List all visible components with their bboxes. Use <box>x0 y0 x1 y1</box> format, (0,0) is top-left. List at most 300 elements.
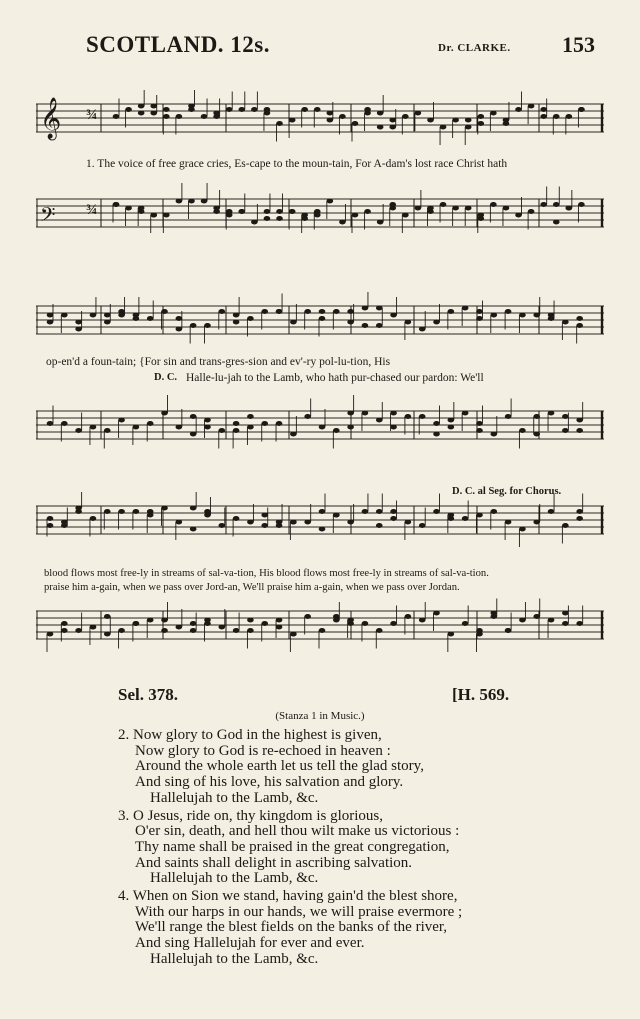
note-head-icon <box>465 118 472 123</box>
note-head-icon <box>376 628 383 633</box>
note-head-icon <box>339 114 346 119</box>
note-head-icon <box>352 121 359 126</box>
note-head-icon <box>553 202 560 207</box>
note-head-icon <box>176 625 183 630</box>
note-head-icon <box>201 199 208 204</box>
stanza-4 <box>118 889 538 968</box>
note-head-icon <box>347 309 354 314</box>
note-head-icon <box>362 411 369 416</box>
note-head-icon <box>238 107 245 112</box>
note-head-icon <box>147 421 154 426</box>
note-head-icon <box>247 520 254 525</box>
stanza-line: Thy name shall be praised in the great congregation, <box>135 838 450 855</box>
note-head-icon <box>476 309 483 314</box>
note-head-icon <box>264 209 271 214</box>
selection-number: Sel. 378. <box>118 685 178 704</box>
stanza-text: Now glory to God in the highest is given, <box>133 727 382 743</box>
note-head-icon <box>204 323 211 328</box>
note-head-icon <box>553 220 560 225</box>
note-head-icon <box>261 523 268 528</box>
note-head-icon <box>319 425 326 430</box>
note-head-icon <box>419 414 426 419</box>
note-head-icon <box>578 202 585 207</box>
note-head-icon <box>347 520 354 525</box>
note-head-icon <box>204 418 211 423</box>
note-head-icon <box>390 411 397 416</box>
note-head-icon <box>276 523 283 528</box>
note-head-icon <box>540 107 547 112</box>
note-head-icon <box>452 118 459 123</box>
note-head-icon <box>218 428 225 433</box>
note-head-icon <box>233 428 240 433</box>
note-head-icon <box>405 520 412 525</box>
note-head-icon <box>440 202 447 207</box>
note-head-icon <box>389 118 396 123</box>
note-head-icon <box>276 121 283 126</box>
stanza-text: When on Sion we stand, having gain'd the blest shore, <box>132 888 458 905</box>
note-head-icon <box>90 313 97 318</box>
note-head-icon <box>427 209 434 214</box>
note-head-icon <box>515 213 522 218</box>
note-head-icon <box>505 414 512 419</box>
music-system-3 <box>36 486 604 702</box>
note-head-icon <box>389 202 396 207</box>
note-head-icon <box>462 411 469 416</box>
note-head-icon <box>304 309 311 314</box>
note-head-icon <box>301 216 308 221</box>
note-head-icon <box>90 516 97 521</box>
note-head-icon <box>176 520 183 525</box>
note-head-icon <box>163 107 170 112</box>
note-head-icon <box>465 125 472 130</box>
stanza-line: And sing Hallelujah for ever and ever. <box>135 935 365 952</box>
note-head-icon <box>261 621 268 626</box>
note-head-icon <box>226 107 233 112</box>
note-head-icon <box>419 327 426 332</box>
note-head-icon <box>433 421 440 426</box>
note-head-icon <box>233 313 240 318</box>
note-head-icon <box>233 516 240 521</box>
note-head-icon <box>314 213 321 218</box>
note-head-icon <box>519 313 526 318</box>
note-head-icon <box>150 104 157 109</box>
note-head-icon <box>75 320 82 325</box>
note-head-icon <box>233 320 240 325</box>
note-head-icon <box>314 107 321 112</box>
note-head-icon <box>138 104 145 109</box>
note-head-icon <box>490 611 497 616</box>
note-head-icon <box>190 527 197 532</box>
note-head-icon <box>490 313 497 318</box>
staff-notation-1 <box>36 90 604 290</box>
note-head-icon <box>376 323 383 328</box>
note-head-icon <box>213 209 220 214</box>
note-head-icon <box>405 320 412 325</box>
note-head-icon <box>147 618 154 623</box>
lyric-line-3b: praise him a-gain, when we pass over Jord-an, We'll praise him a-gain, when we pass over Jordan. <box>44 582 460 593</box>
note-head-icon <box>477 216 484 221</box>
note-head-icon <box>125 107 132 112</box>
note-head-icon <box>505 520 512 525</box>
stanza-list <box>118 728 538 970</box>
note-head-icon <box>75 428 82 433</box>
note-head-icon <box>264 107 271 112</box>
note-head-icon <box>377 125 384 130</box>
lyric-line-2a: op-en'd a foun-tain; {For sin and trans-gres-sion and ev'-ry pol-lu-tion, His <box>46 356 391 368</box>
note-head-icon <box>576 418 583 423</box>
note-head-icon <box>133 316 140 321</box>
stanza-line: And sing of his love, his salvation and glory. <box>135 774 404 791</box>
lyric-line-3a: blood flows most free-ly in streams of sal-va-tion, His blood flows most free-ly in streams of sal-va-tion. <box>44 568 489 579</box>
note-head-icon <box>419 618 426 623</box>
note-head-icon <box>75 327 82 332</box>
stanza-line <box>118 728 538 744</box>
stanza-line: We'll range the blest fields on the banks of the river, <box>135 919 448 936</box>
note-head-icon <box>301 107 308 112</box>
note-head-icon <box>276 216 283 221</box>
page-number: 153 <box>562 32 595 57</box>
note-head-icon <box>347 320 354 325</box>
note-head-icon <box>47 313 54 318</box>
note-head-icon <box>448 309 455 314</box>
note-head-icon <box>452 206 459 211</box>
note-head-icon <box>319 628 326 633</box>
stanza-3 <box>118 809 538 888</box>
note-head-icon <box>204 618 211 623</box>
note-head-icon <box>47 421 54 426</box>
note-head-icon <box>190 432 197 437</box>
lyric-line-2b: Halle-lu-jah to the Lamb, who hath pur-chased our pardon: We'll <box>186 372 484 384</box>
stanza-line: O'er sin, death, and hell thou wilt make us victorious : <box>135 823 460 840</box>
note-head-icon <box>104 632 111 637</box>
note-head-icon <box>104 428 111 433</box>
note-head-icon <box>113 202 120 207</box>
note-head-icon <box>333 614 340 619</box>
note-head-icon <box>247 628 254 633</box>
note-head-icon <box>362 509 369 514</box>
note-head-icon <box>118 309 125 314</box>
note-head-icon <box>176 199 183 204</box>
note-head-icon <box>476 428 483 433</box>
note-head-icon <box>533 414 540 419</box>
note-head-icon <box>419 523 426 528</box>
note-head-icon <box>576 509 583 514</box>
refrain-line: Hallelujah to the Lamb, &c. <box>150 870 319 887</box>
note-head-icon <box>290 520 297 525</box>
note-head-icon <box>104 313 111 318</box>
note-head-icon <box>61 313 68 318</box>
stanza-line <box>118 889 538 905</box>
note-head-icon <box>448 516 455 521</box>
note-head-icon <box>104 614 111 619</box>
note-head-icon <box>377 111 384 116</box>
note-head-icon <box>562 414 569 419</box>
note-head-icon <box>147 316 154 321</box>
note-head-icon <box>347 621 354 626</box>
note-head-icon <box>290 320 297 325</box>
note-head-icon <box>562 523 569 528</box>
note-head-icon <box>161 309 168 314</box>
note-head-icon <box>548 313 555 318</box>
note-head-icon <box>188 199 195 204</box>
note-head-icon <box>113 114 120 119</box>
note-head-icon <box>276 618 283 623</box>
music-system-2 <box>36 292 604 502</box>
note-head-icon <box>519 618 526 623</box>
note-head-icon <box>578 107 585 112</box>
note-head-icon <box>347 425 354 430</box>
note-head-icon <box>75 509 82 514</box>
note-head-icon <box>176 425 183 430</box>
note-head-icon <box>161 506 168 511</box>
note-head-icon <box>190 621 197 626</box>
note-head-icon <box>548 618 555 623</box>
note-head-icon <box>133 509 140 514</box>
selection-row <box>0 685 640 709</box>
note-head-icon <box>402 114 409 119</box>
note-head-icon <box>533 432 540 437</box>
note-head-icon <box>276 625 283 630</box>
note-head-icon <box>390 516 397 521</box>
note-head-icon <box>304 414 311 419</box>
note-head-icon <box>405 614 412 619</box>
note-head-icon <box>490 432 497 437</box>
note-head-icon <box>218 309 225 314</box>
note-head-icon <box>465 206 472 211</box>
note-head-icon <box>261 421 268 426</box>
note-head-icon <box>190 506 197 511</box>
note-head-icon <box>540 202 547 207</box>
note-head-icon <box>333 513 340 518</box>
hymn-title: SCOTLAND. 12s. <box>86 32 271 57</box>
note-head-icon <box>576 316 583 321</box>
note-head-icon <box>218 625 225 630</box>
note-head-icon <box>201 114 208 119</box>
note-head-icon <box>289 118 296 123</box>
note-head-icon <box>376 306 383 311</box>
note-head-icon <box>247 618 254 623</box>
note-head-icon <box>304 520 311 525</box>
note-head-icon <box>333 428 340 433</box>
note-head-icon <box>476 316 483 321</box>
note-head-icon <box>562 428 569 433</box>
note-head-icon <box>261 309 268 314</box>
note-head-icon <box>476 628 483 633</box>
stanza-number: 3. <box>118 807 130 824</box>
note-head-icon <box>327 111 334 116</box>
note-head-icon <box>576 428 583 433</box>
note-head-icon <box>75 628 82 633</box>
time-signature-icon: ¾ <box>86 202 98 218</box>
note-head-icon <box>362 306 369 311</box>
page-header <box>0 30 640 60</box>
note-head-icon <box>47 320 54 325</box>
hymn-reference: [H. 569. <box>452 685 510 704</box>
note-head-icon <box>118 418 125 423</box>
note-head-icon <box>133 621 140 626</box>
note-head-icon <box>390 313 397 318</box>
note-head-icon <box>150 111 157 116</box>
note-head-icon <box>163 213 170 218</box>
note-head-icon <box>233 421 240 426</box>
note-head-icon <box>333 309 340 314</box>
note-head-icon <box>566 114 573 119</box>
note-head-icon <box>319 527 326 532</box>
note-head-icon <box>364 107 371 112</box>
note-head-icon <box>204 509 211 514</box>
note-head-icon <box>133 425 140 430</box>
note-head-icon <box>376 509 383 514</box>
note-head-icon <box>503 121 510 126</box>
note-head-icon <box>261 513 268 518</box>
note-head-icon <box>247 316 254 321</box>
note-head-icon <box>289 209 296 214</box>
note-head-icon <box>503 206 510 211</box>
lyric-line-1: 1. The voice of free grace cries, Es-cape to the moun-tain, For A-dam's lost race Christ hath <box>86 158 508 170</box>
refrain-line: Hallelujah to the Lamb, &c. <box>150 789 319 806</box>
note-head-icon <box>161 628 168 633</box>
note-head-icon <box>390 621 397 626</box>
note-head-icon <box>389 125 396 130</box>
note-head-icon <box>90 625 97 630</box>
stanza-2 <box>118 728 538 807</box>
note-head-icon <box>433 509 440 514</box>
note-head-icon <box>319 316 326 321</box>
note-head-icon <box>490 509 497 514</box>
note-head-icon <box>448 418 455 423</box>
note-head-icon <box>319 509 326 514</box>
note-head-icon <box>247 414 254 419</box>
note-head-icon <box>290 632 297 637</box>
dc-marker: D. C. <box>154 372 178 383</box>
note-head-icon <box>576 516 583 521</box>
note-head-icon <box>247 425 254 430</box>
note-head-icon <box>515 107 522 112</box>
note-head-icon <box>448 632 455 637</box>
stanza-line: With our harps in our hands, we will praise evermore ; <box>135 903 463 920</box>
note-head-icon <box>540 114 547 119</box>
note-head-icon <box>402 213 409 218</box>
note-head-icon <box>566 206 573 211</box>
note-head-icon <box>150 213 157 218</box>
staff-notation-3 <box>36 492 604 702</box>
note-head-icon <box>118 628 125 633</box>
note-head-icon <box>462 306 469 311</box>
note-head-icon <box>477 121 484 126</box>
note-head-icon <box>90 425 97 430</box>
note-head-icon <box>433 320 440 325</box>
note-head-icon <box>339 220 346 225</box>
note-head-icon <box>190 414 197 419</box>
note-head-icon <box>327 199 334 204</box>
note-head-icon <box>362 323 369 328</box>
note-head-icon <box>276 421 283 426</box>
note-head-icon <box>364 209 371 214</box>
note-head-icon <box>390 509 397 514</box>
stanza-number: 4. <box>118 888 130 905</box>
note-head-icon <box>440 125 447 130</box>
note-head-icon <box>138 111 145 116</box>
note-head-icon <box>490 202 497 207</box>
note-head-icon <box>276 209 283 214</box>
note-head-icon <box>233 628 240 633</box>
note-head-icon <box>104 320 111 325</box>
note-head-icon <box>347 411 354 416</box>
note-head-icon <box>190 628 197 633</box>
note-head-icon <box>476 513 483 518</box>
note-head-icon <box>448 425 455 430</box>
note-head-icon <box>218 523 225 528</box>
note-head-icon <box>390 425 397 430</box>
note-head-icon <box>528 209 535 214</box>
note-head-icon <box>161 618 168 623</box>
stanza-note: (Stanza 1 in Music.) <box>275 710 365 722</box>
music-system-1 <box>36 90 604 290</box>
note-head-icon <box>415 111 422 116</box>
stanza-line: Around the whole earth let us tell the glad story, <box>135 758 424 775</box>
note-head-icon <box>533 520 540 525</box>
note-head-icon <box>319 309 326 314</box>
note-head-icon <box>377 220 384 225</box>
note-head-icon <box>290 432 297 437</box>
stanza-line: Now glory to God is re-echoed in heaven : <box>135 742 391 759</box>
note-head-icon <box>576 621 583 626</box>
note-head-icon <box>427 118 434 123</box>
note-head-icon <box>376 523 383 528</box>
note-head-icon <box>562 320 569 325</box>
note-head-icon <box>519 428 526 433</box>
note-head-icon <box>553 114 560 119</box>
note-head-icon <box>462 516 469 521</box>
note-head-icon <box>405 414 412 419</box>
refrain-line: Hallelujah to the Lamb, &c. <box>150 950 319 967</box>
note-head-icon <box>505 628 512 633</box>
note-head-icon <box>415 206 422 211</box>
note-head-icon <box>519 527 526 532</box>
note-head-icon <box>163 114 170 119</box>
note-head-icon <box>226 213 233 218</box>
staff-notation-2 <box>36 292 604 502</box>
note-head-icon <box>533 313 540 318</box>
note-head-icon <box>176 327 183 332</box>
note-head-icon <box>462 621 469 626</box>
note-head-icon <box>562 621 569 626</box>
note-head-icon <box>104 509 111 514</box>
note-head-icon <box>176 114 183 119</box>
note-head-icon <box>61 421 68 426</box>
note-head-icon <box>190 323 197 328</box>
stanza-text: O Jesus, ride on, thy kingdom is glorious, <box>133 807 383 824</box>
note-head-icon <box>264 216 271 221</box>
note-head-icon <box>147 509 154 514</box>
note-head-icon <box>251 220 258 225</box>
note-head-icon <box>47 632 54 637</box>
note-head-icon <box>562 611 569 616</box>
bass-clef-icon: 𝄢 <box>40 203 56 231</box>
note-head-icon <box>490 111 497 116</box>
note-head-icon <box>433 611 440 616</box>
note-head-icon <box>47 523 54 528</box>
note-head-icon <box>276 309 283 314</box>
note-head-icon <box>433 432 440 437</box>
composer-credit: Dr. CLARKE. <box>438 42 511 54</box>
note-head-icon <box>576 323 583 328</box>
treble-clef-icon: 𝄞 <box>40 98 62 139</box>
note-head-icon <box>61 628 68 633</box>
note-head-icon <box>204 425 211 430</box>
note-head-icon <box>161 411 168 416</box>
note-head-icon <box>548 509 555 514</box>
